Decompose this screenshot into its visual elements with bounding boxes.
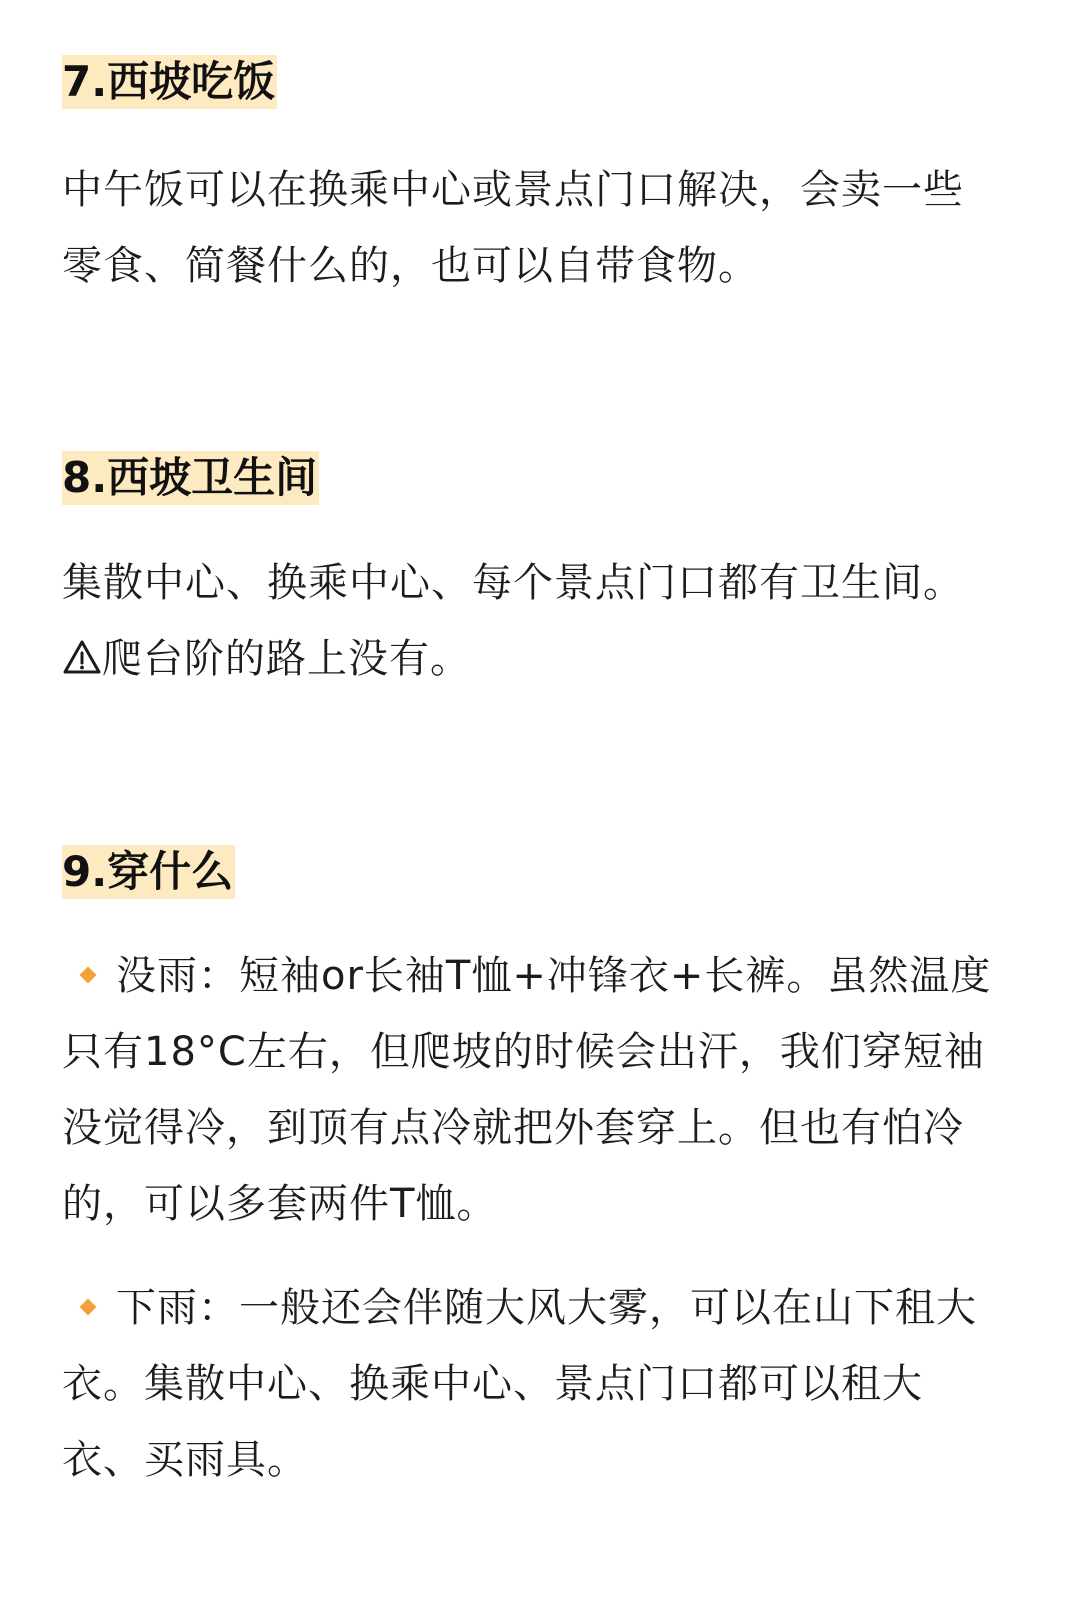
- paragraph-line-with-bullet: [62, 938, 1022, 1014]
- paragraph-line: 的，可以多套两件T恤。: [62, 1181, 498, 1227]
- paragraph-line: 中午饭可以在换乘中心或景点门口解决，会卖一些: [62, 167, 964, 213]
- no-rain-line: 没雨：短袖or长袖T恤+冲锋衣+长裤。虽然温度: [116, 953, 992, 999]
- no-rain-paragraph: [62, 938, 1022, 1242]
- paragraph-line: 没觉得冷，到顶有点冷就把外套穿上。但也有怕冷: [62, 1105, 964, 1151]
- section-heading-9: 9.穿什么: [62, 845, 235, 899]
- warning-icon: [62, 627, 102, 667]
- paragraph-line: 衣。集散中心、换乘中心、景点门口都可以租大: [62, 1361, 923, 1407]
- orange-diamond-bullet-icon: [80, 1299, 97, 1316]
- paragraph-line-with-bullet: [62, 1270, 1022, 1346]
- paragraph-line-with-warning: [62, 621, 1022, 697]
- rain-paragraph: [62, 1270, 1022, 1498]
- warning-text: 爬台阶的路上没有。: [102, 636, 471, 682]
- section-heading-7: 7.西坡吃饭: [62, 55, 277, 109]
- paragraph-line: 只有18°C左右，但爬坡的时候会出汗，我们穿短袖: [62, 1029, 985, 1075]
- orange-diamond-bullet-icon: [80, 967, 97, 984]
- paragraph-line: 零食、简餐什么的，也可以自带食物。: [62, 243, 759, 289]
- rain-line: 下雨：一般还会伴随大风大雾，可以在山下租大: [116, 1285, 977, 1331]
- paragraph-line: 集散中心、换乘中心、每个景点门口都有卫生间。: [62, 560, 964, 606]
- section-8-paragraph: [62, 545, 1022, 697]
- section-7-paragraph: [62, 152, 1022, 304]
- paragraph-line: 衣、买雨具。: [62, 1437, 308, 1483]
- section-heading-8: 8.西坡卫生间: [62, 451, 319, 505]
